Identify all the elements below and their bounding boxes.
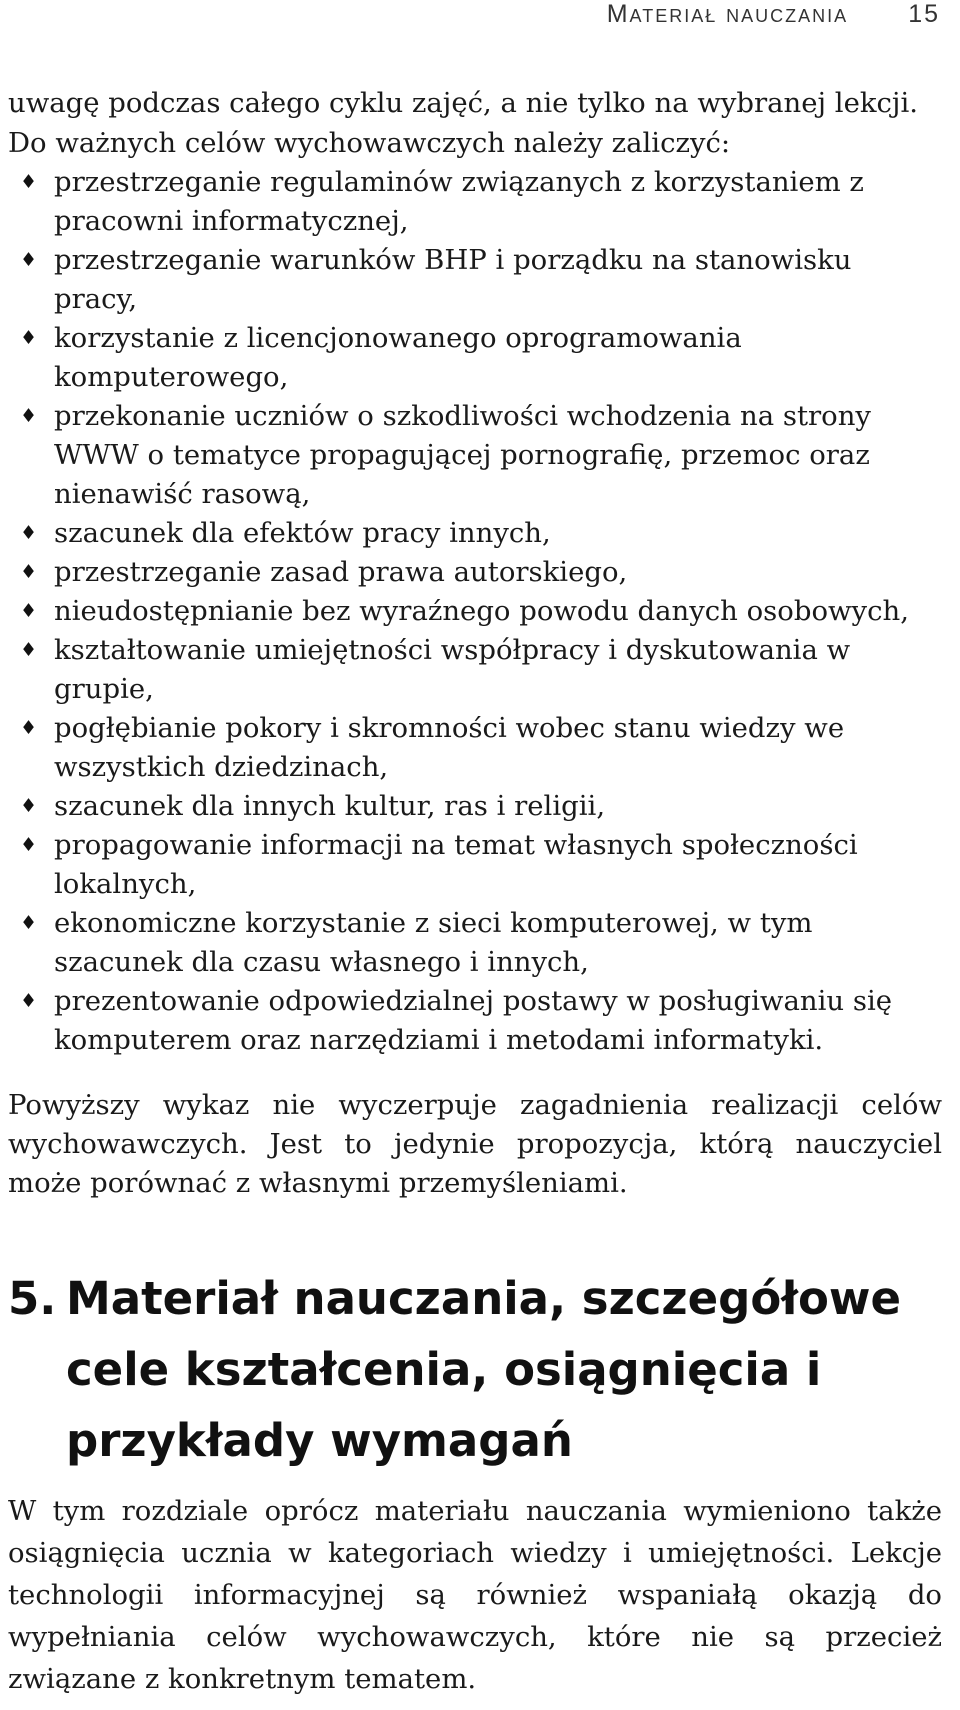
section-number: 5.	[8, 1272, 57, 1325]
list-item	[8, 319, 942, 397]
list-item-text: korzystanie z licencjonowanego oprogramowania komputerowego,	[54, 322, 742, 393]
educational-goals-list	[8, 163, 942, 1060]
section-title: Materiał nauczania, szczegółowe cele kształcenia, osiągnięcia i przykłady wymagań	[66, 1272, 901, 1467]
list-item-text: ekonomiczne korzystanie z sieci komputerowej, w tym szacunek dla czasu własnego i innych,	[54, 907, 813, 978]
list-item	[8, 514, 942, 553]
section-intro-paragraph: W tym rozdziale oprócz materiału nauczania wymieniono także osiągnięcia ucznia w kategoriach wiedzy i umiejętności. Lekcje technologii informacyjnej są również wspaniałą okazją do wypełniania celów wychowawczych, które nie są przecież związane z konkretnym tematem.	[8, 1495, 942, 1695]
diamond-bullet-icon: ♦	[20, 600, 38, 622]
list-item-text: przestrzeganie warunków BHP i porządku na stanowisku pracy,	[54, 244, 852, 315]
diamond-bullet-icon: ♦	[20, 171, 38, 193]
diamond-bullet-icon: ♦	[20, 795, 38, 817]
list-item	[8, 709, 942, 787]
list-item	[8, 553, 942, 592]
body-text	[8, 82, 942, 1203]
diamond-bullet-icon: ♦	[20, 912, 38, 934]
list-item	[8, 787, 942, 826]
diamond-bullet-icon: ♦	[20, 990, 38, 1012]
list-item	[8, 631, 942, 709]
list-item	[8, 592, 942, 631]
list-item	[8, 982, 942, 1060]
diamond-bullet-icon: ♦	[20, 249, 38, 271]
section-heading	[8, 1263, 942, 1476]
list-item	[8, 826, 942, 904]
list-item	[8, 397, 942, 514]
list-item-text: przestrzeganie zasad prawa autorskiego,	[54, 556, 628, 588]
list-item	[8, 904, 942, 982]
diamond-bullet-icon: ♦	[20, 522, 38, 544]
running-header-title: Materiał nauczania	[606, 0, 849, 28]
page-number: 15	[908, 0, 940, 28]
list-item-text: pogłębianie pokory i skromności wobec stanu wiedzy we wszystkich dziedzinach,	[54, 712, 845, 783]
intro-continuation: uwagę podczas całego cyklu zajęć, a nie tylko na wybranej lekcji.	[8, 87, 918, 119]
diamond-bullet-icon: ♦	[20, 834, 38, 856]
intro-lead-in: Do ważnych celów wychowawczych należy zaliczyć:	[8, 127, 731, 159]
list-item-text: szacunek dla innych kultur, ras i religii,	[54, 790, 606, 822]
list-item-text: kształtowanie umiejętności współpracy i dyskutowania w grupie,	[54, 634, 851, 705]
list-item-text: propagowanie informacji na temat własnych społeczności lokalnych,	[54, 829, 858, 900]
list-item	[8, 163, 942, 241]
diamond-bullet-icon: ♦	[20, 405, 38, 427]
list-item	[8, 241, 942, 319]
diamond-bullet-icon: ♦	[20, 561, 38, 583]
list-item-text: przekonanie uczniów o szkodliwości wchodzenia na strony WWW o tematyce propagującej pornografię, przemoc oraz nienawiść rasową,	[54, 400, 871, 510]
list-item-text: przestrzeganie regulaminów związanych z korzystaniem z pracowni informatycznej,	[54, 166, 864, 237]
diamond-bullet-icon: ♦	[20, 717, 38, 739]
summary-paragraph: Powyższy wykaz nie wyczerpuje zagadnienia realizacji celów wychowawczych. Jest to jedynie propozycja, którą nauczyciel może porównać z własnymi przemyśleniami.	[8, 1089, 942, 1199]
diamond-bullet-icon: ♦	[20, 639, 38, 661]
list-item-text: nieudostępnianie bez wyraźnego powodu danych osobowych,	[54, 595, 909, 627]
list-item-text: szacunek dla efektów pracy innych,	[54, 517, 551, 549]
list-item-text: prezentowanie odpowiedzialnej postawy w posługiwaniu się komputerem oraz narzędziami i metodami informatyki.	[54, 985, 893, 1056]
running-header	[607, 0, 940, 26]
diamond-bullet-icon: ♦	[20, 327, 38, 349]
